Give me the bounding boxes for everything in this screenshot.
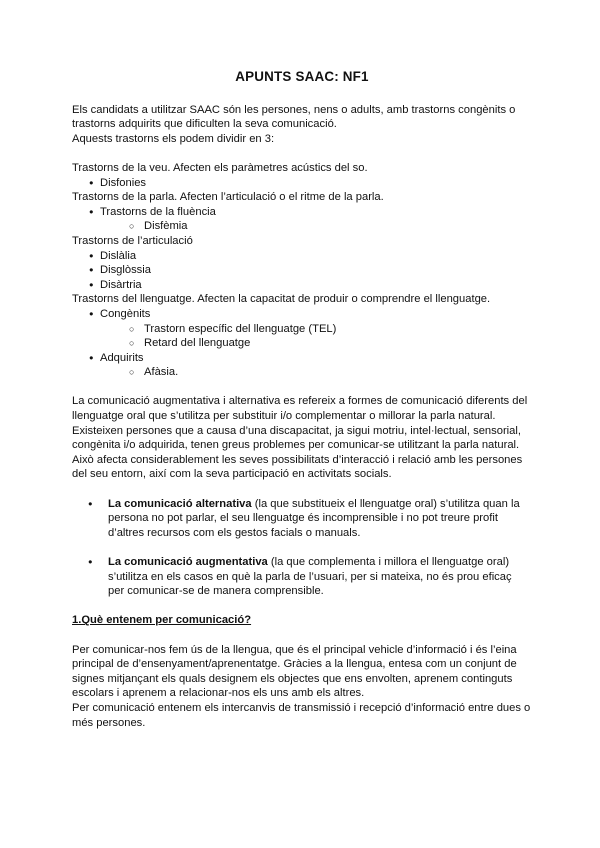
text-line: Existeixen persones que a causa d’una discapacitat, ja sigui motriu, intel·lectual, sensorial, (72, 424, 521, 437)
sub-list-item: ○ Disfèmia (72, 219, 532, 234)
text-line: escolars i aprenem a relacionar-nos els uns amb els altres. (72, 687, 365, 700)
text-line: Els candidats a utilitzar SAAC són les persones, nens o adults, amb trastorns congènits o (72, 103, 516, 116)
text-line: trastorns adquirits que dificulten la seva comunicació. (72, 118, 337, 131)
list-item: ● Disfonies (72, 176, 532, 191)
augmentativa-item (108, 555, 532, 599)
text-line: llenguatge oral que s’utilitza per substituir i/o complementar o millorar la parla natural. (72, 410, 496, 423)
text-line: signes mitjançant els quals designem els objectes que ens envolten, aprenem continguts (72, 672, 513, 685)
text-line: La comunicació augmentativa i alternativa es refereix a formes de comunicació diferents del (72, 395, 528, 408)
document-page (72, 70, 532, 730)
list-item: ● Adquirits (72, 351, 532, 366)
caa-paragraph (72, 394, 532, 482)
document-title: APUNTS SAAC: NF1 (235, 69, 369, 84)
sub-list-item: ○ Trastorn específic del llenguatge (TEL) (72, 322, 532, 337)
disorder-category-llenguatge: Trastorns del llenguatge. Afecten la capacitat de produir o comprendre el llenguatge. (72, 293, 491, 306)
text-line: Per comunicar-nos fem ús de la llengua, que és el principal vehicle d’informació i és l’eina (72, 643, 517, 656)
text-line: del seu entorn, així com la seva participació en activitats socials. (72, 468, 392, 481)
alternativa-item (108, 497, 532, 541)
list-item: ● Disglòssia (72, 263, 532, 278)
text-line: principal de d’ensenyament/aprenentatge. Gràcies a la llengua, entesa com un conjunt de (72, 658, 517, 671)
text-line (108, 555, 532, 570)
section1-paragraph (72, 643, 532, 731)
text-line: per comunicar-se de manera comprensible. (108, 585, 324, 598)
text-line: Aquests trastorns els podem dividir en 3: (72, 132, 275, 145)
disorder-category-veu: Trastorns de la veu. Afecten els paràmetres acústics del so. (72, 161, 368, 174)
text-line: més persones. (72, 716, 146, 729)
text-line: s’utilitza en els casos en què la parla de l’usuari, per si mateixa, no és prou eficaç (108, 570, 512, 583)
text-line: Per comunicació entenem els intercanvis de transmissió i recepció d’informació entre dues o (72, 701, 531, 714)
text-line (108, 497, 532, 512)
list-item: ● Congènits (72, 307, 532, 322)
communication-types-list (72, 497, 532, 599)
text-span: (la que substitueix el llenguatge oral) s’utilitza quan la (251, 497, 520, 510)
sub-list-item: ○ Retard del llenguatge (72, 336, 532, 351)
text-line: d’altres recursos com els gestos facials o manuals. (108, 526, 361, 539)
text-span: (la que complementa i millora el llenguatge oral) (267, 556, 510, 568)
disorder-category-articulacio: Trastorns de l’articulació (72, 234, 193, 247)
bold-term: La comunicació alternativa (108, 497, 252, 510)
sub-list-item: ○ Afàsia. (72, 365, 532, 380)
list-item: ● Trastorns de la fluència (72, 205, 532, 220)
section-heading: 1.Què entenem per comunicació? (72, 614, 252, 627)
text-line: congènita i/o adquirida, tenen greus problemes per comunicar-se utilitzant la parla natural. (72, 439, 520, 452)
list-item: ● Disàrtria (72, 278, 532, 293)
intro-paragraph (72, 103, 532, 147)
bold-term: La comunicació augmentativa (108, 556, 268, 568)
list-item: ● Dislàlia (72, 249, 532, 264)
text-line: persona no pot parlar, el seu llenguatge és incomprensible i no pot treure profit (108, 512, 498, 525)
text-line: Això afecta considerablement les seves possibilitats d’interacció i relació amb les persones (72, 453, 523, 466)
disorders-list (72, 161, 532, 380)
disorder-category-parla: Trastorns de la parla. Afecten l’articulació o el ritme de la parla. (72, 191, 384, 204)
